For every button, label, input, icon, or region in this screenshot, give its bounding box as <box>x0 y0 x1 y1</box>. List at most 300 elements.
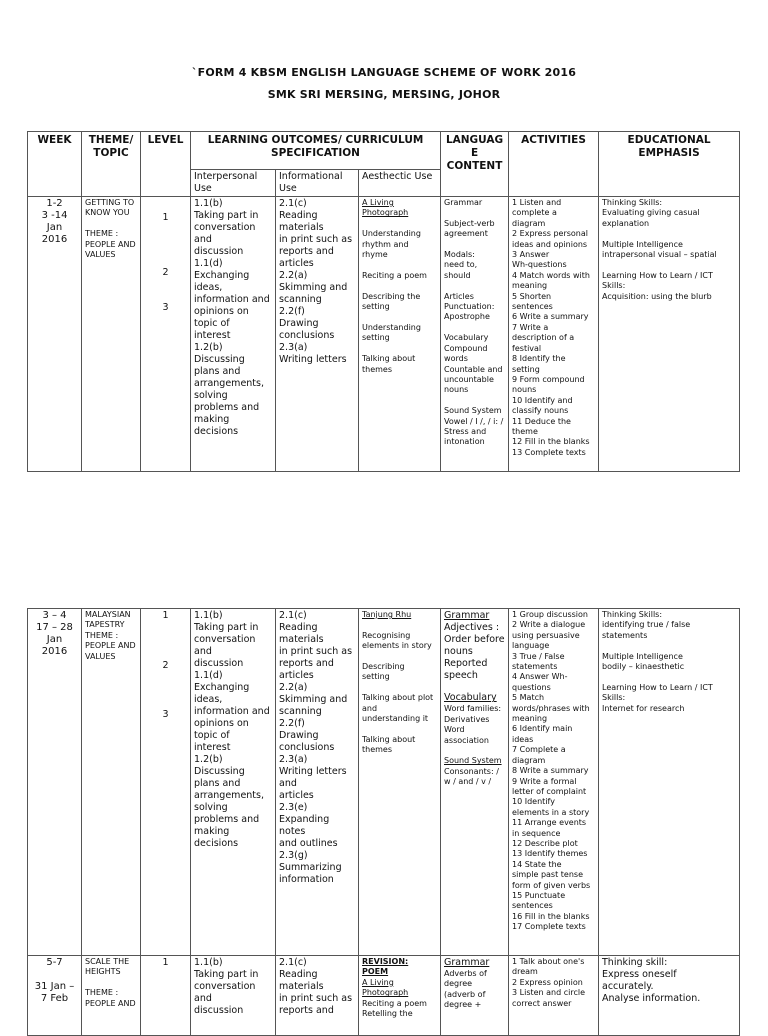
text-line: Compound <box>444 343 488 353</box>
header-interpersonal: Interpersonal Use <box>191 170 276 197</box>
text-line: and <box>194 993 212 1004</box>
text-line: degree + <box>444 1000 482 1010</box>
text-line: Talking about <box>362 734 416 744</box>
text-line: 2.2(f) <box>279 306 305 317</box>
text-line: topic of <box>194 730 230 741</box>
text-line: 13 Complete texts <box>512 447 586 457</box>
level-3: 3 <box>162 709 169 720</box>
text-line <box>602 641 736 651</box>
text-line: A Living <box>362 977 394 987</box>
text-line: 2.3(g) <box>279 850 308 861</box>
language-content-cell <box>441 609 509 956</box>
text-line: 6 Write a summary <box>512 312 589 322</box>
text-line: agreement <box>444 229 488 239</box>
text-line: identifying true / false <box>602 620 691 630</box>
text-line: Summarizing <box>279 862 342 873</box>
text-line: meaning <box>512 714 548 724</box>
text-line: Punctuation: <box>444 302 495 312</box>
text-line: themes <box>362 364 393 374</box>
text-line: 12 Fill in the blanks <box>512 437 590 447</box>
text-line: Reported <box>444 658 488 669</box>
text-line: 1.1(b) <box>194 198 223 209</box>
activities-cell <box>509 609 599 956</box>
text-line: PEOPLE AND <box>85 641 136 651</box>
text-line: sentences <box>512 901 553 911</box>
text-line: notes <box>279 826 306 837</box>
text-line: Reciting a poem <box>362 270 427 280</box>
text-line: Vocabulary <box>444 333 489 343</box>
text-line: 2.3(a) <box>279 342 308 353</box>
text-line: PEOPLE AND <box>85 239 136 249</box>
text-line: 7 Feb <box>40 993 69 1004</box>
text-line: Sound System <box>444 406 502 416</box>
text-line: 8 Write a summary <box>512 766 589 776</box>
text-line <box>362 683 437 693</box>
language-content-cell <box>441 197 509 472</box>
activities-cell <box>509 197 599 472</box>
text-line: conclusions <box>279 742 335 753</box>
text-line: form of given verbs <box>512 880 591 890</box>
header-learning-outcomes: LEARNING OUTCOMES/ CURRICULUM SPECIFICATION <box>191 132 441 170</box>
text-line: 3 -14 <box>41 210 68 221</box>
vocabulary-heading: Vocabulary <box>444 692 497 704</box>
text-line: intrapersonal visual – spatial <box>602 250 717 260</box>
text-line: 1.1(d) <box>194 670 223 681</box>
aesthetic-cell <box>359 197 441 472</box>
text-line: Discussing <box>194 354 245 365</box>
text-line: 4 Match words with <box>512 270 590 280</box>
text-line: in print such as <box>279 993 353 1004</box>
text-line: information <box>279 874 334 885</box>
text-line: reports and <box>279 1005 334 1016</box>
text-line: statements <box>512 662 558 672</box>
text-line: Skimming and <box>279 694 348 705</box>
text-line: diagram <box>512 755 546 765</box>
text-line: Writing letters <box>279 354 347 365</box>
informational-cell <box>276 197 359 472</box>
text-line: 13 Identify themes <box>512 849 588 859</box>
text-line: simple past tense <box>512 870 583 880</box>
text-line: Consonants: / <box>444 766 499 776</box>
text-line: 11 Deduce the <box>512 416 571 426</box>
text-line <box>602 260 736 270</box>
text-line: materials <box>279 222 324 233</box>
text-line: and <box>362 703 378 713</box>
table-row <box>28 197 740 472</box>
level-3: 3 <box>162 302 169 313</box>
text-line: GETTING TO <box>85 198 135 207</box>
text-line: elements in story <box>362 641 432 651</box>
header-language-content: LANGUAG E CONTENT <box>441 132 509 197</box>
text-line: 1 Listen and <box>512 198 562 207</box>
text-line: 2.1(c) <box>279 610 307 621</box>
text-line: uncountable <box>444 374 494 384</box>
text-line: Taking part in <box>194 969 259 980</box>
text-line: Reciting a poem <box>362 998 427 1008</box>
text-line: Drawing <box>279 318 319 329</box>
text-line: diagram <box>512 218 546 228</box>
text-line: making <box>194 826 230 837</box>
document-title-line2: SMK SRI MERSING, MERSING, JOHOR <box>267 88 501 101</box>
text-line: opinions on <box>194 718 249 729</box>
text-line: 1.1(b) <box>194 957 223 968</box>
text-line: rhyme <box>362 250 388 260</box>
text-line: 3 Answer <box>512 250 550 260</box>
text-line: Order before <box>444 634 505 645</box>
text-line: Jan <box>46 222 63 233</box>
week-cell <box>28 197 82 472</box>
aesthetic-cell <box>359 609 441 956</box>
week-cell <box>28 609 82 956</box>
text-line: Thinking Skills: <box>602 198 663 207</box>
text-line: 2.2(f) <box>279 718 305 729</box>
text-line: ideas <box>512 734 534 744</box>
text-line: words/phrases with <box>512 703 590 713</box>
text-line <box>444 208 505 218</box>
text-line: Recognising <box>362 630 411 640</box>
text-line <box>444 281 505 291</box>
text-line: need to, <box>444 260 478 270</box>
text-line <box>85 219 137 229</box>
text-line: in print such as <box>279 234 353 245</box>
header-educational-emphasis: EDUCATIONAL EMPHASIS <box>599 132 740 197</box>
text-line: MALAYSIAN <box>85 610 131 619</box>
text-line: Adjectives : <box>444 622 500 633</box>
text-line: 2.3(a) <box>279 754 308 765</box>
text-line: Talking about <box>362 354 416 364</box>
text-line: nouns <box>444 646 473 657</box>
text-line: and <box>279 778 297 789</box>
header-level: LEVEL <box>141 132 191 197</box>
text-line: opinions on <box>194 306 249 317</box>
text-line: Reading <box>279 622 318 633</box>
text-line: theme <box>512 426 538 436</box>
text-line: Skills: <box>602 281 626 291</box>
poem-title <box>362 978 437 999</box>
text-line: 3 – 4 <box>42 610 67 621</box>
text-line: Retelling the <box>362 1009 413 1019</box>
level-1: 1 <box>162 610 169 621</box>
text-line: Multiple Intelligence <box>602 239 683 249</box>
informational-cell <box>276 609 359 956</box>
text-line: Vowel / I /, / i: / <box>444 416 504 426</box>
text-line: sentences <box>512 302 553 312</box>
text-line: using persuasive <box>512 630 580 640</box>
text-line: decisions <box>194 838 239 849</box>
text-line: 5 Shorten <box>512 291 552 301</box>
text-line: explanation <box>602 218 650 228</box>
text-line <box>362 260 437 270</box>
text-line: 1 Talk about one's <box>512 957 585 966</box>
text-line: 2.2(a) <box>279 682 308 693</box>
text-line: TAPESTRY <box>85 620 125 630</box>
text-line: 31 Jan – <box>34 981 75 992</box>
text-line: 7 Write a <box>512 322 549 332</box>
text-line: Articles <box>444 291 474 301</box>
text-line: discussion <box>194 658 244 669</box>
text-line: Skimming and <box>279 282 348 293</box>
text-line: Countable and <box>444 364 503 374</box>
text-line: VALUES <box>85 250 116 260</box>
text-line: 1.1(b) <box>194 610 223 621</box>
level-2: 2 <box>162 660 169 671</box>
text-line: 1.2(b) <box>194 754 223 765</box>
text-line: 9 Write a formal <box>512 776 577 786</box>
text-line: and <box>194 646 212 657</box>
text-line: 2.1(c) <box>279 957 307 968</box>
text-line: Writing letters <box>279 766 347 777</box>
text-line: HEIGHTS <box>85 967 121 977</box>
text-line: intonation <box>444 437 485 447</box>
text-line: 2 Express personal <box>512 229 588 239</box>
text-line: Skills: <box>602 693 626 703</box>
text-line: w / and / v / <box>444 777 492 787</box>
text-line <box>362 344 437 354</box>
text-line: bodily – kinaesthetic <box>602 662 685 672</box>
theme-cell <box>82 609 141 956</box>
text-line <box>85 978 137 988</box>
scheme-table-1 <box>27 131 740 472</box>
text-line: PEOPLE AND <box>85 998 136 1008</box>
text-line: interest <box>194 742 231 753</box>
text-line: 10 Identify <box>512 797 555 807</box>
text-line: 12 Describe plot <box>512 838 578 848</box>
text-line: Subject-verb <box>444 218 495 228</box>
text-line: discussion <box>194 1005 244 1016</box>
text-line: and <box>194 234 212 245</box>
text-line: in sequence <box>512 828 561 838</box>
text-line: problems and <box>194 402 260 413</box>
text-line: letter of complaint <box>512 786 587 796</box>
text-line: articles <box>279 258 314 269</box>
text-line: ideas, <box>194 282 223 293</box>
level-1: 1 <box>162 212 169 223</box>
text-line: 5-7 <box>46 957 63 968</box>
text-line: plans and <box>194 778 241 789</box>
grammar-heading: Grammar <box>444 957 490 968</box>
text-line: reports and <box>279 658 334 669</box>
text-line: Multiple Intelligence <box>602 651 683 661</box>
text-line: Talking about plot <box>362 693 434 703</box>
text-line: Analyse information. <box>602 993 701 1004</box>
text-line <box>362 281 437 291</box>
text-line: 10 Identify and <box>512 395 573 405</box>
text-line: accurately. <box>602 981 654 992</box>
text-line: 1.1(d) <box>194 258 223 269</box>
text-line <box>602 672 736 682</box>
text-line: correct answer <box>512 998 572 1008</box>
text-line <box>31 969 78 981</box>
text-line: nouns <box>512 385 537 395</box>
text-line: description of a <box>512 333 575 343</box>
text-line: Learning How to Learn / ICT <box>602 682 713 692</box>
text-line: plans and <box>194 366 241 377</box>
text-line: degree <box>444 979 473 989</box>
text-line: topic of <box>194 318 230 329</box>
scheme-table-2 <box>27 608 740 1036</box>
emphasis-cell <box>599 609 740 956</box>
text-line: Taking part in <box>194 210 259 221</box>
text-line: problems and <box>194 814 260 825</box>
level-2: 2 <box>162 267 169 278</box>
interpersonal-cell <box>191 197 276 472</box>
theme-cell <box>82 197 141 472</box>
text-line: words <box>444 354 468 364</box>
text-line: association <box>444 735 489 745</box>
header-aesthetic: Aesthectic Use <box>359 170 441 197</box>
text-line: information and <box>194 706 270 717</box>
text-line: Describing <box>362 662 405 672</box>
text-line: questions <box>512 682 551 692</box>
text-line: Adverbs of <box>444 969 487 978</box>
text-line: conclusions <box>279 330 335 341</box>
text-line: information and <box>194 294 270 305</box>
text-line: 1.2(b) <box>194 342 223 353</box>
text-line <box>362 724 437 734</box>
level-cell <box>141 197 191 472</box>
text-line: 9 Form compound <box>512 374 585 384</box>
text-line: discussion <box>194 246 244 257</box>
text-line: 16 Fill in the blanks <box>512 911 590 921</box>
emphasis-cell <box>599 197 740 472</box>
text-line: A Living <box>362 198 394 207</box>
text-line: ideas, <box>194 694 223 705</box>
text-line: Exchanging <box>194 270 250 281</box>
text-line: materials <box>279 981 324 992</box>
text-line: Acquisition: using the blurb <box>602 291 712 301</box>
text-line: elements in a story <box>512 807 590 817</box>
text-line: decisions <box>194 426 239 437</box>
text-line: conversation <box>194 981 256 992</box>
text-line <box>362 652 437 662</box>
text-line: 8 Identify the <box>512 354 566 364</box>
text-line: meaning <box>512 281 548 291</box>
text-line: 2.2(a) <box>279 270 308 281</box>
text-line <box>362 312 437 322</box>
revision-title: REVISION: POEM <box>362 957 409 977</box>
text-line: Thinking Skills: <box>602 610 663 619</box>
text-line: Derivatives <box>444 714 490 724</box>
text-line: 7 Complete a <box>512 745 566 755</box>
text-line: (adverb of <box>444 989 486 999</box>
text-line: scanning <box>279 294 322 305</box>
text-line: Taking part in <box>194 622 259 633</box>
text-line: Reading <box>279 969 318 980</box>
text-line: themes <box>362 745 393 755</box>
poem-title <box>362 198 437 219</box>
level-1: 1 <box>162 957 169 968</box>
text-line: 2016 <box>41 646 68 657</box>
text-line: arrangements, <box>194 790 264 801</box>
text-line: reports and <box>279 246 334 257</box>
text-line: ideas and opinions <box>512 239 588 249</box>
level-cell <box>141 609 191 956</box>
text-line: 2016 <box>41 234 68 245</box>
text-line: Expanding <box>279 814 330 825</box>
text-line: THEME : <box>85 630 119 640</box>
text-line: 17 – 28 <box>36 622 73 633</box>
text-line: materials <box>279 634 324 645</box>
text-line: Apostrophe <box>444 312 490 322</box>
text-line: language <box>512 641 550 651</box>
text-line: Express oneself <box>602 969 677 980</box>
text-line: interest <box>194 330 231 341</box>
text-line: Describing the <box>362 291 421 301</box>
text-line: rhythm and <box>362 239 409 249</box>
text-line: Understanding <box>362 229 421 239</box>
text-line: statements <box>602 630 648 640</box>
text-line: Understanding <box>362 322 421 332</box>
grammar-heading: Grammar <box>444 610 490 621</box>
sound-system-heading: Sound System <box>444 756 502 766</box>
text-line: SCALE THE <box>85 957 130 966</box>
text-line: 14 State the <box>512 859 562 869</box>
text-line: conversation <box>194 222 256 233</box>
text-line: Exchanging <box>194 682 250 693</box>
header-week: WEEK <box>28 132 82 197</box>
text-line: 1 Group discussion <box>512 610 588 619</box>
text-line <box>362 219 437 229</box>
text-line: 2.1(c) <box>279 198 307 209</box>
text-line: Discussing <box>194 766 245 777</box>
text-line: classify nouns <box>512 406 569 416</box>
text-line: Wh-questions <box>512 260 567 270</box>
table-row <box>28 609 740 956</box>
text-line: KNOW YOU <box>85 208 130 218</box>
text-line: arrangements, <box>194 378 264 389</box>
text-line: articles <box>279 790 314 801</box>
text-line: Modals: <box>444 250 475 260</box>
text-line: conversation <box>194 634 256 645</box>
text-line: articles <box>279 670 314 681</box>
text-line: in print such as <box>279 646 353 657</box>
text-line: Word families: <box>444 704 502 714</box>
text-line: Thinking skill: <box>602 957 668 968</box>
text-line <box>444 240 505 250</box>
text-line: THEME : <box>85 988 119 998</box>
text-line: 1-2 <box>46 198 63 209</box>
text-line: setting <box>362 333 390 343</box>
text-line: setting <box>512 364 540 374</box>
text-line: setting <box>362 302 390 312</box>
text-line: VALUES <box>85 651 116 661</box>
text-line: nouns <box>444 385 469 395</box>
text-line: Photograph <box>362 988 409 998</box>
text-line: complete a <box>512 208 557 218</box>
story-title: Tanjung Rhu <box>362 610 412 619</box>
text-line: 11 Arrange events <box>512 818 587 828</box>
text-line <box>362 620 437 630</box>
text-line: setting <box>362 672 390 682</box>
text-line: 15 Punctuate <box>512 890 566 900</box>
header-activities: ACTIVITIES <box>509 132 599 197</box>
text-line: 3 Listen and circle <box>512 988 586 998</box>
text-line: and outlines <box>279 838 338 849</box>
interpersonal-cell <box>191 609 276 956</box>
text-line: Grammar <box>444 198 483 207</box>
text-line: 2.3(e) <box>279 802 308 813</box>
text-line: Internet for research <box>602 703 685 713</box>
text-line <box>444 323 505 333</box>
header-theme: THEME/ TOPIC <box>82 132 141 197</box>
text-line: 6 Identify main <box>512 724 573 734</box>
text-line: scanning <box>279 706 322 717</box>
text-line: solving <box>194 390 228 401</box>
text-line: Learning How to Learn / ICT <box>602 270 713 280</box>
text-line <box>444 396 505 406</box>
text-line: Reading <box>279 210 318 221</box>
text-line: 5 Match <box>512 693 545 703</box>
